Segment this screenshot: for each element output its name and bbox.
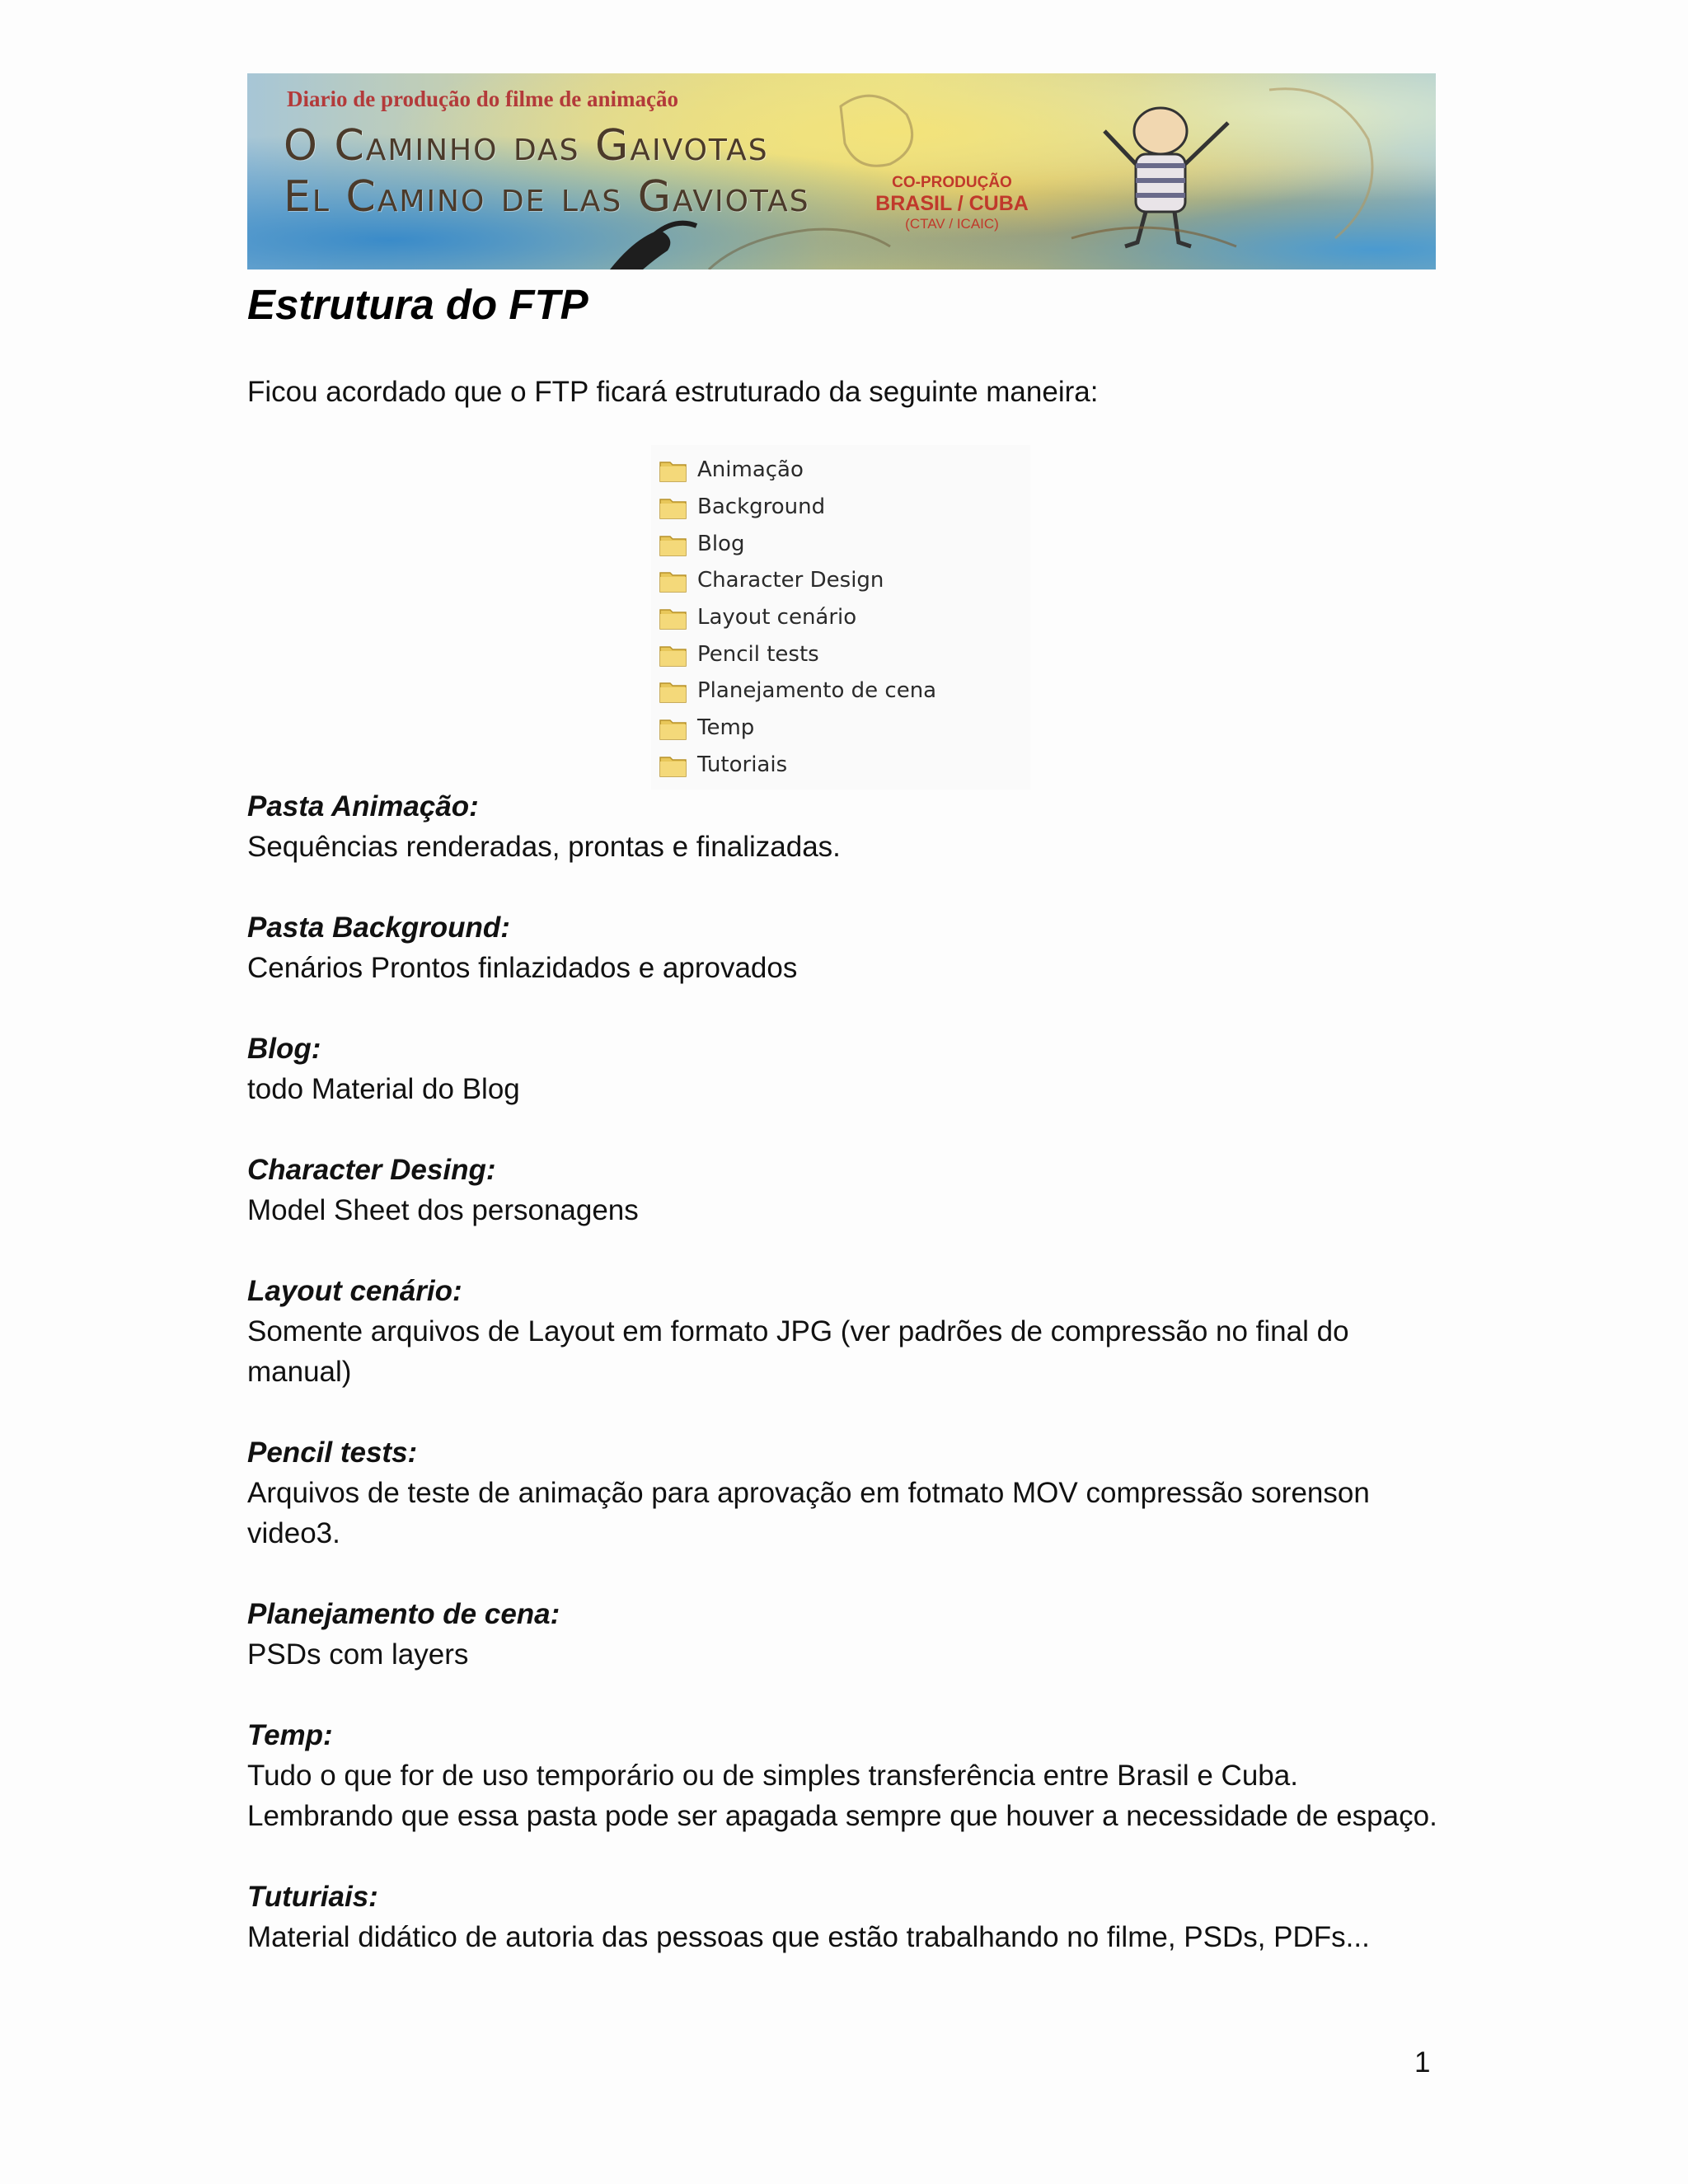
section-heading: Blog: xyxy=(247,1033,321,1065)
folder-label: Background xyxy=(697,494,826,520)
folder-descriptions xyxy=(247,787,1442,1999)
page-number: 1 xyxy=(1414,2046,1431,2079)
section-body: Somente arquivos de Layout em formato JPG (ver padrões de compressão no final do manual) xyxy=(247,1315,1349,1388)
folder-icon xyxy=(658,566,689,594)
folder-item xyxy=(651,635,1030,673)
folder-label: Blog xyxy=(697,531,745,556)
coproduction-line3: (CTAV / ICAIC) xyxy=(905,216,999,232)
section-background xyxy=(247,908,1442,988)
folder-label: Temp xyxy=(697,715,755,741)
section-planejamento-de-cena xyxy=(247,1595,1442,1675)
folder-item xyxy=(651,710,1030,747)
folder-item xyxy=(651,562,1030,599)
section-heading: Planejamento de cena: xyxy=(247,1598,560,1630)
section-temp xyxy=(247,1716,1442,1836)
section-layout-cenario xyxy=(247,1272,1442,1392)
header-banner xyxy=(247,73,1436,269)
banner-title-portuguese: O Caminho das Gaivotas xyxy=(284,121,769,171)
folder-label: Layout cenário xyxy=(697,605,857,630)
folder-icon xyxy=(658,677,689,705)
section-heading: Pencil tests: xyxy=(247,1436,418,1469)
section-heading: Pasta Animação: xyxy=(247,790,479,823)
document-title: Estrutura do FTP xyxy=(247,281,588,328)
section-body: Cenários Prontos finlazidados e aprovados xyxy=(247,952,798,984)
folder-item xyxy=(651,673,1030,710)
coproduction-line2: BRASIL / CUBA xyxy=(875,192,1029,215)
folder-icon xyxy=(658,493,689,521)
section-body: Material didático de autoria das pessoas que estão trabalhando no filme, PSDs, PDFs... xyxy=(247,1921,1370,1953)
section-body: Arquivos de teste de animação para aprovação em fotmato MOV compressão sorenson video3. xyxy=(247,1477,1370,1549)
folder-icon xyxy=(658,751,689,779)
section-heading: Character Desing: xyxy=(247,1154,496,1186)
folder-icon xyxy=(658,530,689,558)
section-animacao xyxy=(247,787,1442,867)
coproduction-line1: CO-PRODUÇÃO xyxy=(892,174,1012,191)
section-body: todo Material do Blog xyxy=(247,1073,520,1105)
section-blog xyxy=(247,1029,1442,1109)
coproduction-label xyxy=(857,174,1047,232)
folder-icon xyxy=(658,640,689,668)
folder-icon xyxy=(658,456,689,484)
folder-label: Tutoriais xyxy=(697,752,788,777)
folder-label: Animação xyxy=(697,457,804,483)
banner-subtitle: Diario de produção do filme de animação xyxy=(287,87,678,111)
section-heading: Layout cenário: xyxy=(247,1275,462,1307)
intro-paragraph: Ficou acordado que o FTP ficará estruturado da seguinte maneira: xyxy=(247,376,1099,408)
folder-label: Planejamento de cena xyxy=(697,678,937,704)
section-body: Sequências renderadas, prontas e finalizadas. xyxy=(247,831,841,863)
section-tutoriais xyxy=(247,1877,1442,1957)
folder-icon xyxy=(658,603,689,631)
section-heading: Temp: xyxy=(247,1719,333,1751)
folder-label: Pencil tests xyxy=(697,641,819,667)
section-pencil-tests xyxy=(247,1433,1442,1554)
folder-item xyxy=(651,747,1030,784)
section-body: Model Sheet dos personagens xyxy=(247,1194,639,1226)
section-body: PSDs com layers xyxy=(247,1638,469,1671)
folder-label: Character Design xyxy=(697,568,884,593)
ftp-folder-list xyxy=(651,445,1030,790)
folder-icon xyxy=(658,714,689,742)
folder-item xyxy=(651,489,1030,526)
banner-title-spanish: El Camino de las Gaviotas xyxy=(284,172,810,222)
section-heading: Tuturiais: xyxy=(247,1881,378,1913)
section-body: Tudo o que for de uso temporário ou de simples transferência entre Brasil e Cuba. Lembrando que essa pasta pode ser apagada sempre que houver a necessidade de espaço. xyxy=(247,1760,1437,1832)
section-heading: Pasta Background: xyxy=(247,912,510,944)
section-character-design xyxy=(247,1151,1442,1230)
folder-item xyxy=(651,452,1030,489)
folder-item xyxy=(651,599,1030,636)
folder-item xyxy=(651,525,1030,562)
